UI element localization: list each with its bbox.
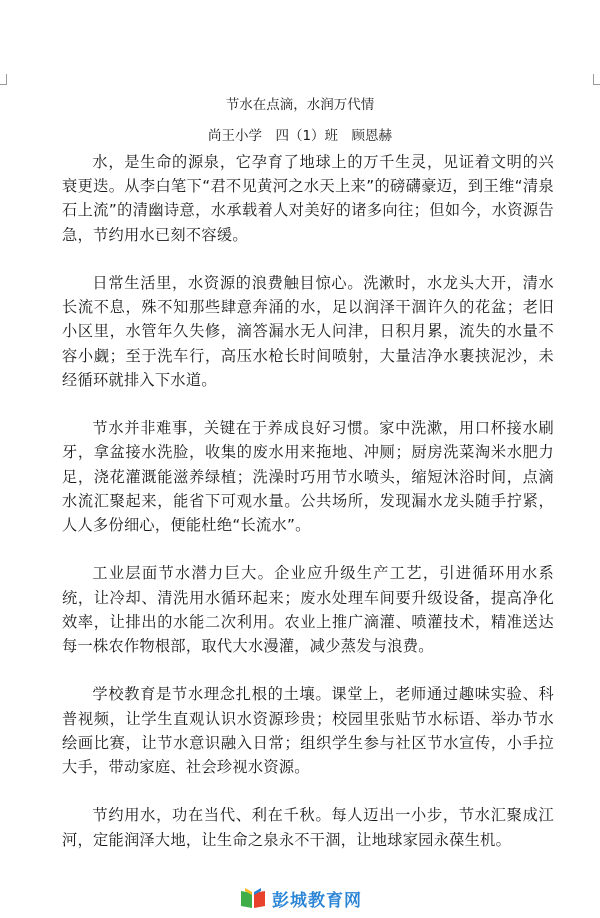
document-body xyxy=(62,150,554,876)
paragraph: 日常生活里，水资源的浪费触目惊心。洗漱时，水龙头大开，清水长流不息，殊不知那些肆意奔涌的水，足以润泽干涸许久的花盆；老旧小区里，水管年久失修，滴答漏水无人问津，日积月累，流失的水量不容小觑；至于洗车行，高压水枪长时间喷射，大量洁净水裹挟泥沙，未经循环就排入下水道。 xyxy=(62,274,554,389)
document-author: 尚王小学 四（1）班 顾恩赫 xyxy=(207,128,393,144)
crop-mark-top-left xyxy=(0,74,7,85)
paragraph: 水，是生命的源泉，它孕育了地球上的万千生灵，见证着文明的兴衰更迭。从李白笔下“君不见黄河之水天上来”的磅礴豪迈，到王维“清泉石上流”的清幽诗意，水承载着人对美好的诸多向往；但如今，水资源告急，节约用水已刻不容缓。 xyxy=(62,153,554,244)
book-icon xyxy=(240,887,266,909)
site-logo-text: 彭城教育网 xyxy=(272,890,362,911)
paragraph: 学校教育是节水理念扎根的土壤。课堂上，老师通过趣味实验、科普视频，让学生直观认识水资源珍贵；校园里张贴节水标语、举办节水绘画比赛，让节水意识融入日常；组织学生参与社区节水宣传，小手拉大手，带动家庭、社会珍视水资源。 xyxy=(62,685,554,777)
document-title: 节水在点滴，水润万代情 xyxy=(225,97,375,113)
paragraph: 工业层面节水潜力巨大。企业应升级生产工艺，引进循环用水系统，让冷却、清洗用水循环起来；废水处理车间要升级设备，提高净化效率，让排出的水能二次利用。农业上推广滴灌、喷灌技术，精准送达每一株农作物根部，取代大水漫灌，减少蒸发与浪费。 xyxy=(62,564,554,656)
paragraph: 节约用水，功在当代、利在千秋。每人迈出一小步，节水汇聚成江河，定能润泽大地，让生命之泉永不干涸，让地球家园永葆生机。 xyxy=(62,806,554,849)
paragraph: 节水并非难事，关键在于养成良好习惯。家中洗漱，用口杯接水刷牙，拿盆接水洗脸，收集的废水用来拖地、冲厕；厨房洗菜淘米水肥力足，浇花灌溉能滋养绿植；洗澡时巧用节水喷头，缩短沐浴时间，点滴水流汇聚起来，能省下可观水量。公共场所，发现漏水龙头随手拧紧，人人多份细心，便能杜绝“长流水”。 xyxy=(62,419,554,535)
site-logo[interactable] xyxy=(240,886,362,910)
crop-mark-top-right xyxy=(593,74,600,85)
